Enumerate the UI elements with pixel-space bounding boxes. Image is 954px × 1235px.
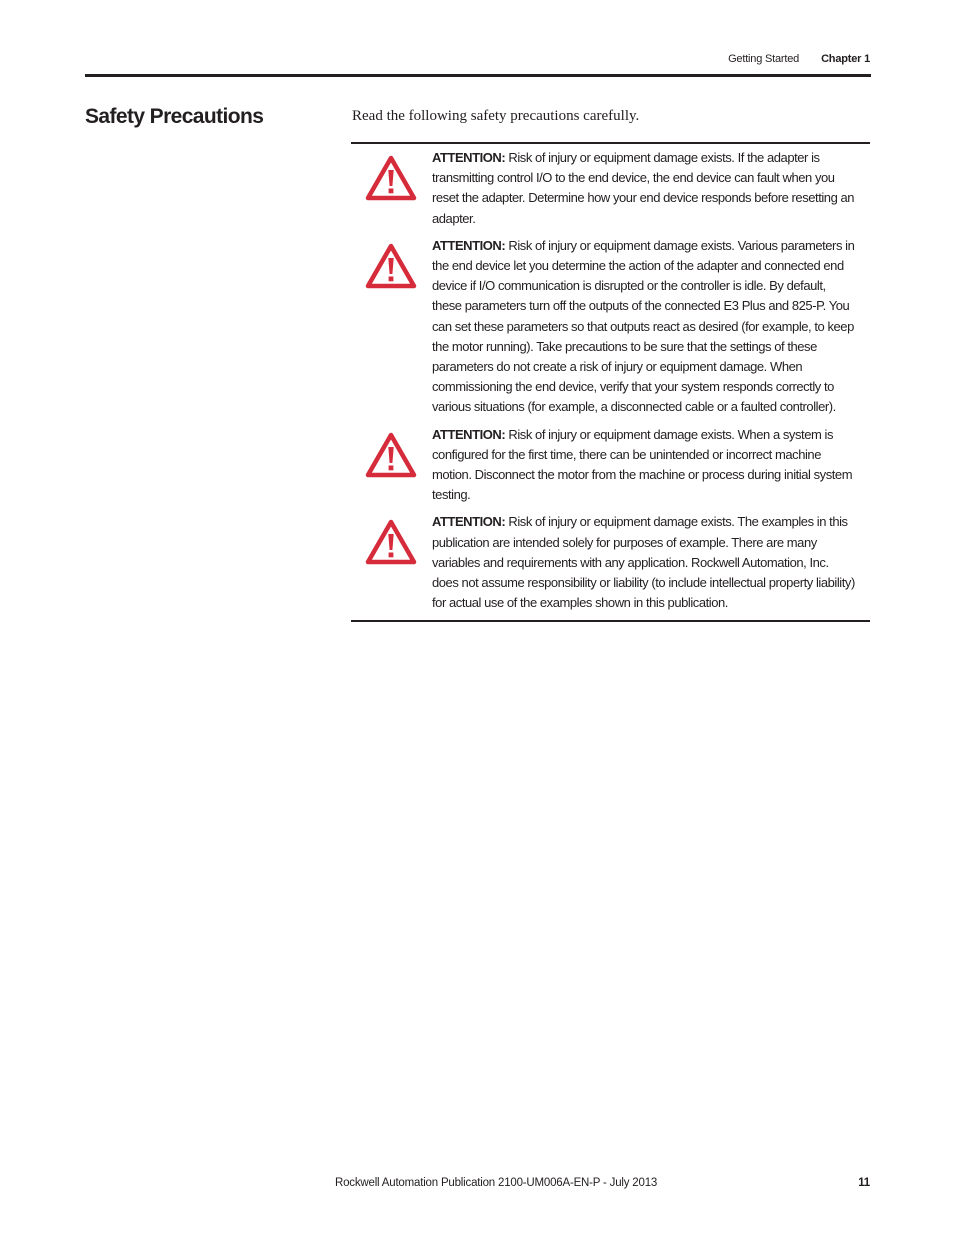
- attention-item: [351, 512, 870, 613]
- attention-item: [351, 425, 870, 506]
- attention-label: ATTENTION:: [432, 426, 506, 442]
- attention-item: [351, 236, 870, 418]
- attention-body: Risk of injury or equipment damage exists. The examples in this publication are intended solely for purposes of example. There are many variables and requirements with any application. Rockwell Automation, Inc. does not assume responsibility or liability (to include intellectual property liability) for actual use of the examples shown in this publication.: [432, 514, 855, 611]
- attention-box: [351, 142, 870, 622]
- attention-label: ATTENTION:: [432, 514, 506, 530]
- page-number: 11: [858, 1177, 870, 1189]
- section-title: Safety Precautions: [85, 105, 264, 128]
- header-section: Getting Started: [728, 53, 800, 65]
- attention-item: [351, 148, 870, 229]
- header-chapter: Chapter 1: [821, 53, 870, 65]
- warning-triangle-icon: [364, 430, 418, 480]
- running-header: [728, 53, 870, 65]
- attention-text: [432, 148, 870, 229]
- footer-publication: Rockwell Automation Publication 2100-UM006A-EN-P - July 2013: [335, 1177, 658, 1189]
- warning-triangle-icon: [364, 153, 418, 203]
- attention-text: [432, 512, 870, 613]
- attention-label: ATTENTION:: [432, 150, 506, 165]
- attention-body: Risk of injury or equipment damage exists. Various parameters in the end device let you determine the action of the adapter and connected end device if I/O communication is disrupted or the controller is idle. By default, these parameters turn off the outputs of the connected E3 Plus and 825-P. You can set these parameters so that outputs react as desired (for example, to keep the motor running). Take precautions to be sure that the settings of these parameters do not create a risk of injury or equipment damage. When commissioning the end device, verify that your system responds correctly to various situations (for example, a disconnected cable or a faulted controller).: [432, 237, 855, 415]
- header-rule: [85, 74, 871, 77]
- attention-text: [432, 236, 870, 418]
- warning-triangle-icon: [364, 241, 418, 291]
- attention-label: ATTENTION:: [432, 237, 506, 253]
- warning-triangle-icon: [364, 517, 418, 567]
- intro-text: Read the following safety precautions carefully.: [352, 108, 640, 124]
- attention-text: [432, 425, 870, 506]
- attention-body: Risk of injury or equipment damage exists. If the adapter is transmitting control I/O to the end device, the end device can fault when you reset the adapter. Determine how your end device responds before resetting an adapter.: [432, 150, 855, 226]
- attention-body: Risk of injury or equipment damage exists. When a system is configured for the first time, there can be unintended or incorrect machine motion. Disconnect the motor from the machine or process during initial system testing.: [432, 426, 853, 503]
